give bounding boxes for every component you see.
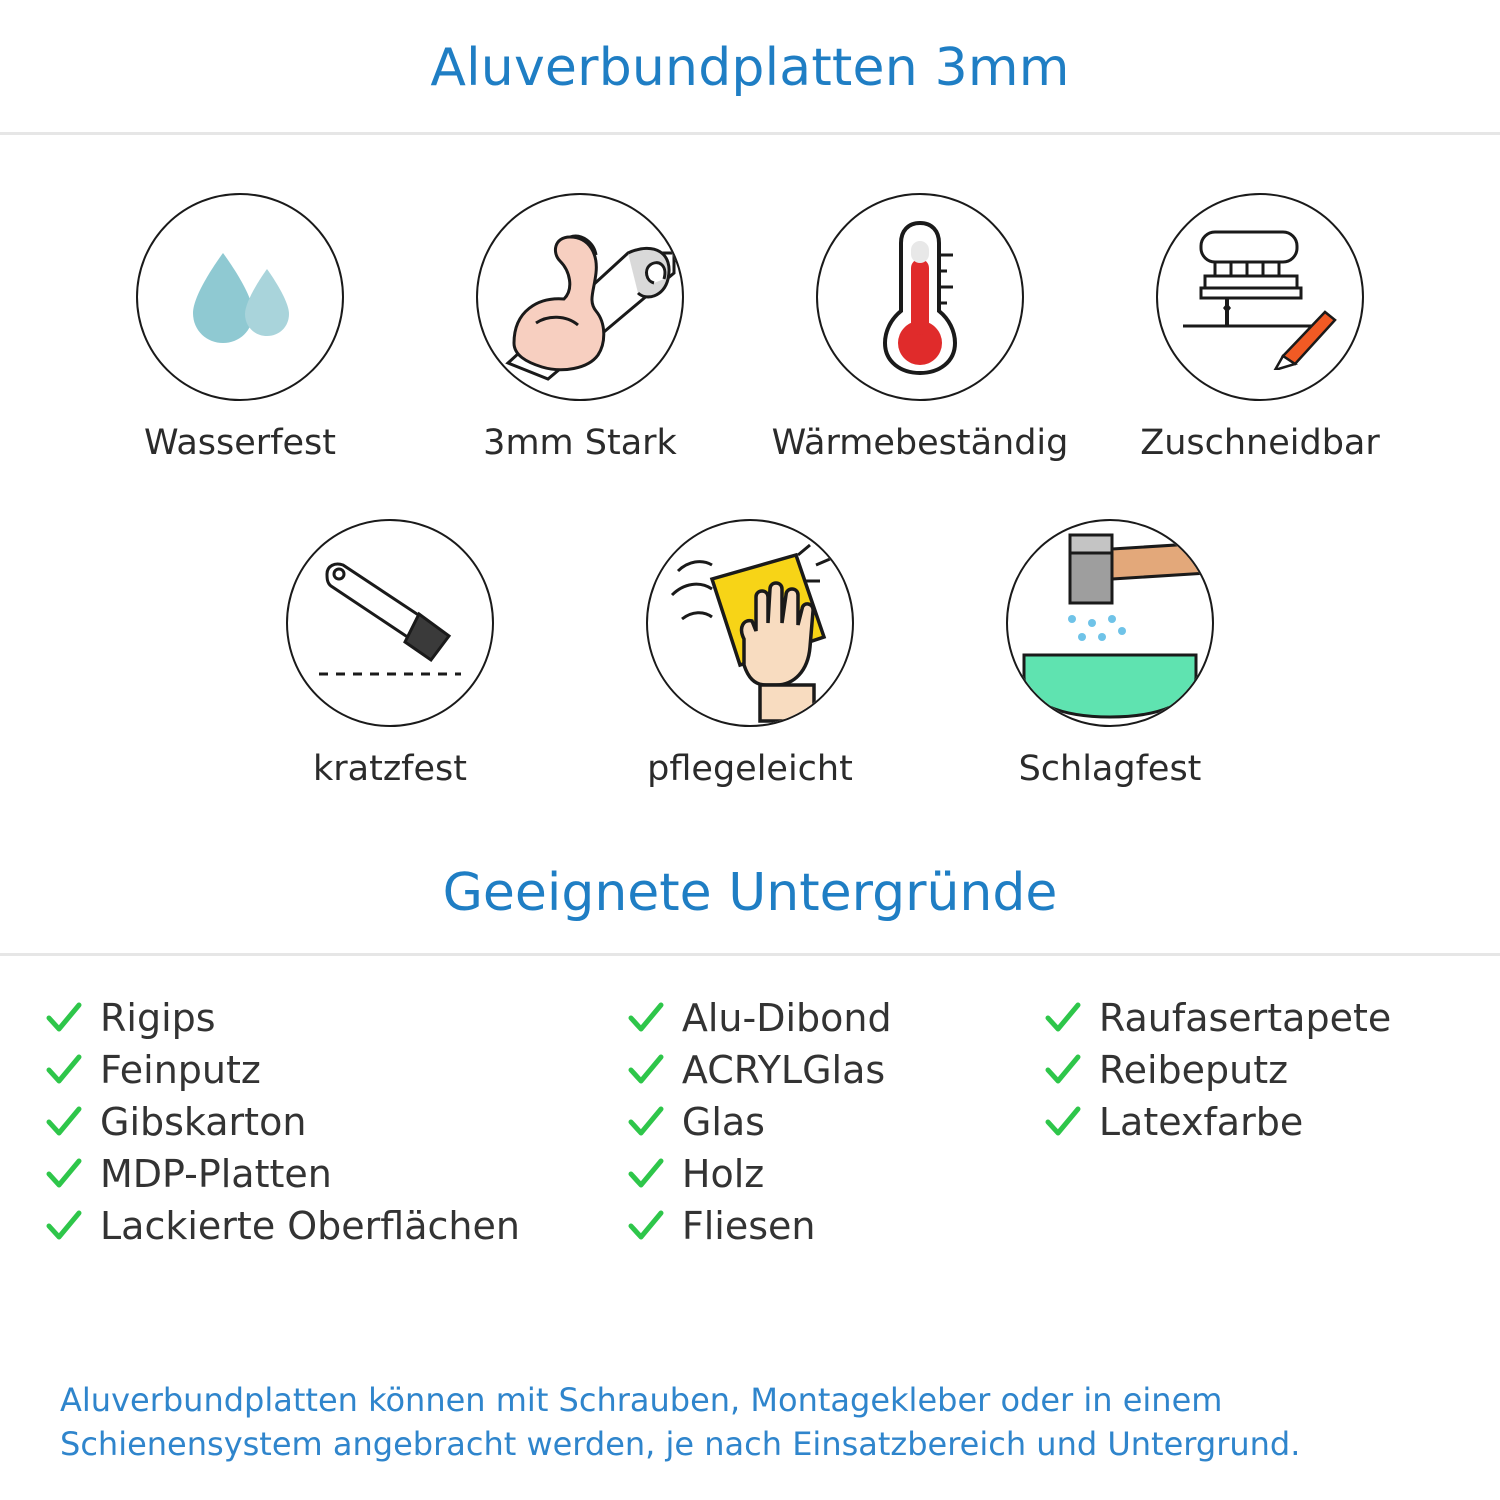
check-icon [44,998,84,1038]
feature-label: 3mm Stark [483,423,677,463]
feature-icon-circle [286,519,494,727]
list-item [44,1044,626,1096]
list-item-label: Raufasertapete [1098,996,1392,1040]
feature-icon-circle [816,193,1024,401]
check-icon [626,1154,666,1194]
check-icon [1043,1102,1083,1142]
list-item [1043,1096,1456,1148]
check-icon [1043,1050,1083,1090]
knife-scratch-icon [305,546,475,700]
check-icon [626,1050,666,1090]
footer-note: Aluverbundplatten können mit Schrauben, Montagekleber oder in einem Schienensystem angebracht werden, je nach Einsatzbereich und Untergrund. [60,1380,1301,1463]
list-item-label: Feinputz [100,1048,261,1092]
features-section [0,135,1500,789]
list-item [626,1200,1043,1252]
check-icon [626,998,666,1038]
main-title-band [0,0,1500,132]
feature-icon-circle [476,193,684,401]
feature-zuschneidbar [1090,193,1430,463]
feature-schlagfest [930,519,1290,789]
subsection-title-band [0,863,1500,953]
substrate-column-3 [1043,992,1456,1252]
feature-icon-circle [1006,519,1214,727]
feature-kratzfest [210,519,570,789]
list-item-label: Glas [681,1100,765,1144]
check-icon [626,1206,666,1246]
list-item [44,1096,626,1148]
list-item-label: Reibeputz [1098,1048,1289,1092]
check-icon [44,1154,84,1194]
list-item-label: Holz [681,1152,765,1196]
water-drops-icon [175,235,305,359]
check-icon [44,1050,84,1090]
substrates-section [0,956,1500,1252]
list-item-label: ACRYLGlas [681,1048,886,1092]
list-item-label: MDP-Platten [100,1152,332,1196]
subsection-title: Geeignete Untergründe [442,863,1058,923]
list-item-label: Lackierte Oberflächen [100,1204,520,1248]
page-title: Aluverbundplatten 3mm [430,38,1070,98]
hammer-impact-icon [1008,519,1212,727]
thermometer-icon [875,215,965,379]
list-item-label: Latexfarbe [1098,1100,1304,1144]
list-item [44,1200,626,1252]
list-item [44,992,626,1044]
list-item [626,1044,1043,1096]
list-item-label: Alu-Dibond [681,996,892,1040]
list-item-label: Gibskarton [100,1100,307,1144]
substrate-column-1 [44,992,626,1252]
check-icon [1043,998,1083,1038]
feature-wasserfest [70,193,410,463]
feature-pflegeleicht [570,519,930,789]
list-item [626,1096,1043,1148]
list-item [44,1148,626,1200]
feature-label: pflegeleicht [647,749,853,789]
jigsaw-cutter-icon [1175,220,1345,374]
feature-label: Zuschneidbar [1140,423,1380,463]
feature-label: kratzfest [312,749,467,789]
feature-icon-circle [646,519,854,727]
feature-waermebestaendig [750,193,1090,463]
features-row-1 [0,193,1500,463]
features-row-2 [0,519,1500,789]
substrate-column-2 [626,992,1043,1252]
feature-label: Schlagfest [1018,749,1202,789]
check-icon [44,1206,84,1246]
feature-icon-circle [1156,193,1364,401]
feature-3mm-stark [410,193,750,463]
list-item [1043,992,1456,1044]
cleaning-cloth-hand-icon [648,519,852,727]
list-item [1043,1044,1456,1096]
check-icon [44,1102,84,1142]
list-item [626,1148,1043,1200]
feature-icon-circle [136,193,344,401]
feature-label: Wasserfest [143,423,337,463]
strong-arm-icon [478,193,682,401]
list-item-label: Fliesen [681,1204,816,1248]
list-item-label: Rigips [100,996,216,1040]
list-item [626,992,1043,1044]
check-icon [626,1102,666,1142]
feature-label: Wärmebeständig [771,423,1069,463]
